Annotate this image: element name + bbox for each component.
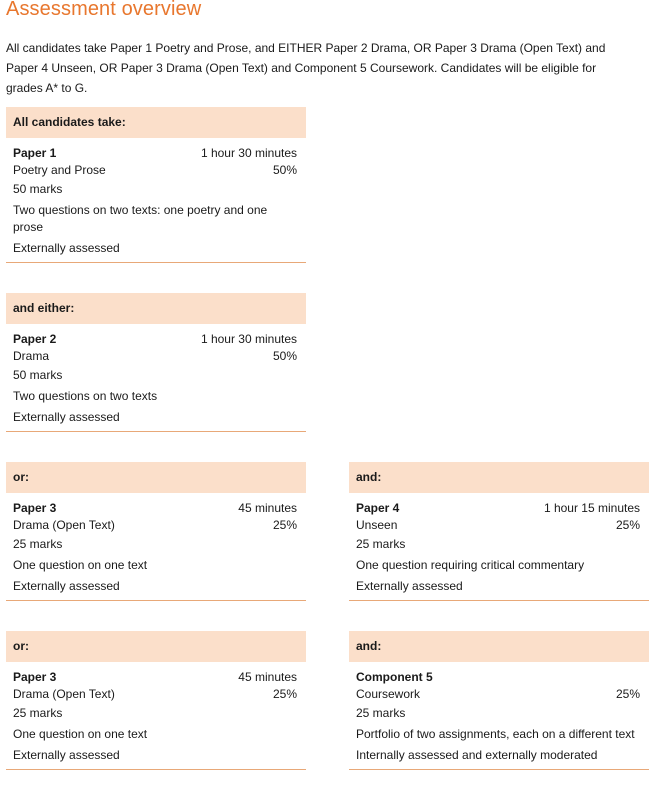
component-subject: Coursework (356, 687, 421, 701)
intro-paragraph: All candidates take Paper 1 Poetry and Prose, and EITHER Paper 2 Drama, OR Paper 3 Drama (Open Text) and Paper 4 Unseen, OR Paper 3 Drama (Open Text) and Component 5 Coursework. Candidates will be eligible for grades A* to G. (6, 41, 606, 95)
component-subject: Poetry and Prose (13, 163, 106, 177)
component-subject: Drama (13, 349, 50, 363)
component-name: Paper 4 (356, 501, 400, 515)
box-header: All candidates take: (6, 107, 306, 138)
component-assessment: Externally assessed (13, 579, 120, 593)
component-description: Two questions on two texts (13, 389, 158, 403)
component-assessment: Internally assessed and externally moderated (356, 748, 598, 762)
component-duration: 45 minutes (238, 670, 297, 684)
component-box-component-5 (349, 631, 649, 770)
component-subject: Drama (Open Text) (13, 687, 115, 701)
component-weight: 25% (615, 687, 640, 701)
box-header: and: (349, 631, 649, 662)
component-name: Component 5 (356, 670, 433, 684)
component-duration: 1 hour 15 minutes (543, 501, 640, 515)
component-marks: 25 marks (13, 537, 63, 551)
box-header: and: (349, 462, 649, 493)
component-box-paper-3-b (6, 631, 306, 770)
box-header: or: (6, 462, 306, 493)
component-subject: Unseen (356, 518, 398, 532)
component-assessment: Externally assessed (13, 241, 120, 255)
component-marks: 25 marks (356, 537, 406, 551)
component-weight: 25% (272, 687, 297, 701)
component-description: Two questions on two texts: one poetry and one prose (13, 203, 268, 234)
component-duration: 1 hour 30 minutes (200, 146, 297, 160)
component-name: Paper 3 (13, 670, 57, 684)
page-title: Assessment overview (6, 0, 202, 20)
component-description: Portfolio of two assignments, each on a different text (356, 727, 635, 741)
component-assessment: Externally assessed (356, 579, 463, 593)
component-name: Paper 3 (13, 501, 57, 515)
component-subject: Drama (Open Text) (13, 518, 115, 532)
component-weight: 25% (615, 518, 640, 532)
component-duration: 1 hour 30 minutes (200, 332, 297, 346)
component-description: One question on one text (13, 558, 148, 572)
component-description: One question requiring critical commentary (356, 558, 585, 572)
box-header: and either: (6, 293, 306, 324)
component-description: One question on one text (13, 727, 148, 741)
component-assessment: Externally assessed (13, 410, 120, 424)
component-name: Paper 2 (13, 332, 57, 346)
component-weight: 50% (272, 163, 297, 177)
component-box-paper-3-a (6, 462, 306, 601)
component-box-paper-1 (6, 107, 306, 263)
component-marks: 50 marks (13, 182, 63, 196)
component-marks: 25 marks (13, 706, 63, 720)
component-marks: 50 marks (13, 368, 63, 382)
component-assessment: Externally assessed (13, 748, 120, 762)
box-header: or: (6, 631, 306, 662)
component-box-paper-2 (6, 293, 306, 432)
component-marks: 25 marks (356, 706, 406, 720)
component-duration: 45 minutes (238, 501, 297, 515)
component-weight: 25% (272, 518, 297, 532)
component-name: Paper 1 (13, 146, 57, 160)
component-weight: 50% (272, 349, 297, 363)
component-box-paper-4 (349, 462, 649, 601)
